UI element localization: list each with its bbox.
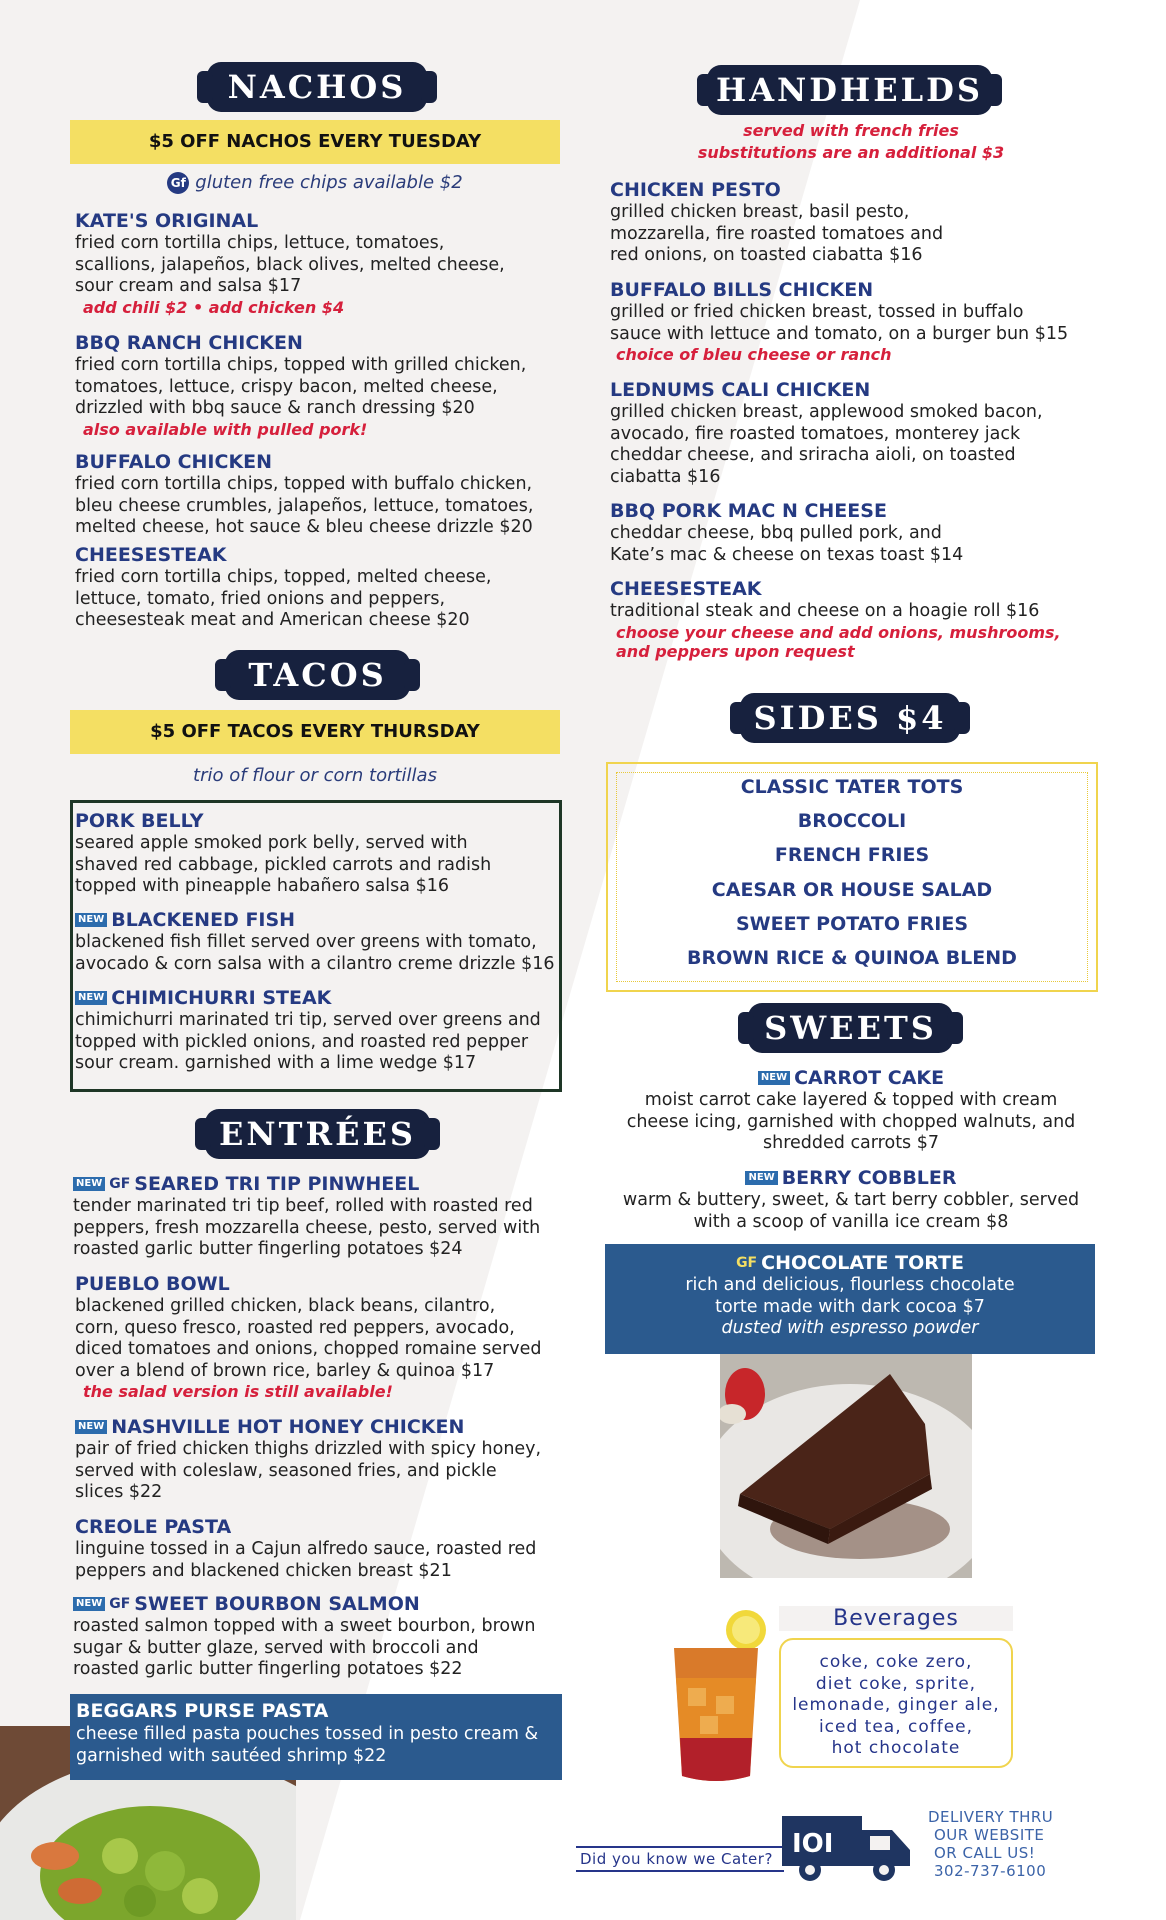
item-name: CREOLE PASTA <box>75 1516 232 1538</box>
sweet-item-berry-cobbler <box>606 1167 1096 1233</box>
gf-badge: GF <box>736 1255 758 1271</box>
item-desc-line: pair of fried chicken thighs drizzled with spicy honey, <box>75 1439 542 1459</box>
item-note: choose your cheese and add onions, mushrooms, <box>616 622 1061 642</box>
item-desc-line: tomatoes, lettuce, crispy bacon, melted cheese, <box>75 376 498 397</box>
entree-item-salmon <box>73 1593 563 1681</box>
handhelds-note: served with french fries <box>743 121 959 140</box>
new-badge: NEW <box>75 1420 107 1434</box>
item-name-text: CHIMICHURRI STEAK <box>111 987 332 1009</box>
new-badge: NEW <box>73 1597 105 1611</box>
entree-item-nashville <box>75 1416 565 1504</box>
beggars-purse-box <box>70 1694 562 1780</box>
item-desc-line: traditional steak and cheese on a hoagie roll $16 <box>610 601 1040 621</box>
item-name: CHICKEN PESTO <box>610 179 781 201</box>
handheld-item-chicken-pesto <box>610 179 1100 267</box>
item-desc-line: drizzled with bbq sauce & ranch dressing $20 <box>75 398 475 418</box>
item-desc-line: fried corn tortilla chips, topped with buffalo chicken, <box>75 474 533 494</box>
item-desc-line: slices $22 <box>75 1482 163 1502</box>
item-note: dusted with espresso powder <box>721 1318 979 1338</box>
item-desc-line: grilled chicken breast, applewood smoked bacon, <box>610 402 1043 422</box>
item-desc-line: roasted salmon topped with a sweet bourbon, brown <box>73 1616 536 1636</box>
sweet-item-carrot-cake <box>606 1067 1096 1155</box>
item-desc-line: avocado, fire roasted tomatoes, monterey jack <box>610 423 1021 444</box>
item-desc-line: avocado & corn salsa with a cilantro creme drizzle $16 <box>75 953 555 974</box>
new-badge: NEW <box>758 1071 790 1085</box>
side-item: FRENCH FRIES <box>774 844 930 866</box>
item-desc-line: mozzarella, fire roasted tomatoes and <box>610 223 944 244</box>
item-name-text: NASHVILLE HOT HONEY CHICKEN <box>111 1416 465 1438</box>
side-item: CLASSIC TATER TOTS <box>740 776 964 798</box>
new-badge: NEW <box>75 913 107 927</box>
sweets-banner: SWEETS <box>748 1003 953 1053</box>
gf-badge: GF <box>109 1596 131 1612</box>
side-item: BROCCOLI <box>797 810 907 832</box>
item-desc-line: torte made with dark cocoa $7 <box>715 1296 985 1317</box>
item-desc-line: cheesesteak meat and American cheese $20 <box>75 610 470 630</box>
delivery-info <box>928 1808 1068 1880</box>
item-desc-line: moist carrot cake layered & topped with cream <box>644 1090 1058 1110</box>
item-name: PORK BELLY <box>75 810 204 832</box>
item-desc-line: diced tomatoes and onions, chopped romaine served <box>75 1339 542 1359</box>
tacos-item-pork-belly <box>75 810 555 898</box>
item-name: BUFFALO BILLS CHICKEN <box>610 279 874 301</box>
item-desc-line: over a blend of brown rice, barley & quinoa $17 <box>75 1360 495 1381</box>
beverage-line: diet coke, sprite, <box>815 1673 977 1694</box>
beverage-line: hot chocolate <box>831 1738 961 1758</box>
item-desc-line: roasted garlic butter fingerling potatoes $22 <box>73 1659 463 1679</box>
item-desc-line: grilled or fried chicken breast, tossed in buffalo <box>610 302 1024 322</box>
new-badge: NEW <box>745 1171 777 1185</box>
gluten-free-icon: Gf <box>167 172 189 194</box>
nachos-promo: $5 OFF NACHOS EVERY TUESDAY <box>70 120 560 164</box>
item-name <box>605 1252 1095 1275</box>
handheld-item-bbq-mac <box>610 500 1100 566</box>
entree-item-creole <box>75 1516 565 1582</box>
nachos-item-kates-original <box>75 210 565 317</box>
nachos-gf-note <box>70 172 560 194</box>
new-badge: NEW <box>73 1177 105 1191</box>
beverage-line: lemonade, ginger ale, <box>792 1695 1000 1715</box>
item-desc-line: shredded carrots $7 <box>763 1133 939 1153</box>
item-name-text: BERRY COBBLER <box>781 1167 957 1189</box>
item-name <box>73 1593 563 1616</box>
beverages-title: Beverages <box>779 1606 1013 1631</box>
item-desc-line: linguine tossed in a Cajun alfredo sauce, roasted red <box>75 1539 537 1559</box>
tacos-banner: TACOS <box>225 650 410 700</box>
item-desc-line: blackened fish fillet served over greens with tomato, <box>75 932 537 952</box>
item-desc-line: shaved red cabbage, pickled carrots and radish <box>75 854 492 875</box>
item-name: KATE'S ORIGINAL <box>75 210 259 232</box>
tacos-promo: $5 OFF TACOS EVERY THURSDAY <box>70 710 560 754</box>
chocolate-torte-box <box>605 1244 1095 1354</box>
handhelds-banner: HANDHELDS <box>707 65 992 115</box>
delivery-line: OUR WEBSITE <box>934 1826 1045 1844</box>
item-desc-line: blackened grilled chicken, black beans, cilantro, <box>75 1296 496 1316</box>
item-note: and peppers upon request <box>616 641 855 661</box>
handheld-item-cheesesteak <box>610 578 1100 661</box>
item-desc-line: red onions, on toasted ciabatta $16 <box>610 245 923 265</box>
tacos-item-chimichurri <box>75 987 555 1075</box>
item-desc-line: with a scoop of vanilla ice cream $8 <box>693 1211 1009 1232</box>
item-desc-line: fried corn tortilla chips, topped with grilled chicken, <box>75 355 527 375</box>
item-desc-line: sugar & butter glaze, served with broccoli and <box>73 1637 479 1658</box>
sides-banner: SIDES $4 <box>740 693 960 743</box>
item-name-text: BLACKENED FISH <box>111 909 296 931</box>
beverage-line: iced tea, coffee, <box>818 1716 974 1737</box>
handheld-item-buffalo-bills <box>610 279 1100 364</box>
new-badge: NEW <box>75 991 107 1005</box>
tacos-note: trio of flour or corn tortillas <box>193 765 437 786</box>
item-desc-line: garnished with sautéed shrimp $22 <box>76 1746 387 1766</box>
item-desc-line: roasted garlic butter fingerling potatoes $24 <box>73 1239 463 1259</box>
nachos-banner: NACHOS <box>207 62 427 112</box>
item-name: PUEBLO BOWL <box>75 1273 230 1295</box>
item-name: BBQ PORK MAC N CHEESE <box>610 500 887 522</box>
item-name: BEGGARS PURSE PASTA <box>76 1700 329 1722</box>
item-desc-line: served with coleslaw, seasoned fries, and pickle <box>75 1460 497 1481</box>
item-name: BUFFALO CHICKEN <box>75 451 273 473</box>
item-desc-line: fried corn tortilla chips, lettuce, tomatoes, <box>75 233 445 253</box>
item-desc-line: tender marinated tri tip beef, rolled with roasted red <box>73 1196 533 1216</box>
item-desc-line: Kate’s mac & cheese on texas toast $14 <box>610 544 964 565</box>
item-name <box>606 1067 1096 1090</box>
item-desc-line: cheddar cheese, bbq pulled pork, and <box>610 523 942 543</box>
item-name <box>73 1173 563 1196</box>
tacos-item-blackened-fish <box>75 909 555 975</box>
beverages-list <box>781 1652 1011 1760</box>
item-name <box>606 1167 1096 1190</box>
item-name-text: SEARED TRI TIP PINWHEEL <box>134 1173 420 1195</box>
delivery-line: 302-737-6100 <box>934 1862 1047 1880</box>
entree-item-pueblo-bowl <box>75 1273 565 1401</box>
item-name <box>75 909 555 932</box>
entree-item-tri-tip <box>73 1173 563 1261</box>
side-item: BROWN RICE & QUINOA BLEND <box>687 947 1017 969</box>
chocolate-torte-photo <box>720 1354 972 1578</box>
item-desc-line: lettuce, tomato, fried onions and peppers, <box>75 588 446 609</box>
beverages-box <box>779 1638 1013 1768</box>
item-desc-line: rich and delicious, flourless chocolate <box>685 1275 1015 1295</box>
item-desc-line: cheddar cheese, and sriracha aioli, on toasted <box>610 445 1016 465</box>
item-note: also available with pulled pork! <box>83 419 368 439</box>
item-desc-line: cheese filled pasta pouches tossed in pesto cream & <box>76 1724 539 1744</box>
delivery-truck-icon <box>780 1812 914 1882</box>
item-desc-line: sour cream and salsa $17 <box>75 276 302 296</box>
nachos-item-bbq-ranch <box>75 332 565 439</box>
item-name-text: SWEET BOURBON SALMON <box>134 1593 420 1615</box>
item-desc-line: topped with pineapple habañero salsa $16 <box>75 876 449 896</box>
item-name: CHEESESTEAK <box>610 578 762 600</box>
entrees-banner: ENTRÉES <box>205 1109 430 1159</box>
gf-badge: GF <box>109 1176 131 1192</box>
nachos-item-cheesesteak <box>75 544 565 632</box>
item-desc-line: warm & buttery, sweet, & tart berry cobbler, served <box>622 1190 1080 1210</box>
item-name: CHEESESTEAK <box>75 544 227 566</box>
item-name-text: CHOCOLATE TORTE <box>761 1252 964 1274</box>
side-item: CAESAR OR HOUSE SALAD <box>711 879 993 901</box>
item-desc-line: scallions, jalapeños, black olives, melted cheese, <box>75 254 505 275</box>
item-desc-line: peppers, fresh mozzarella cheese, pesto, served with <box>73 1217 541 1238</box>
cater-question: Did you know we Cater? <box>576 1846 784 1872</box>
beverage-line: coke, coke zero, <box>819 1652 973 1672</box>
item-desc-line: peppers and blackened chicken breast $21 <box>75 1560 452 1581</box>
item-name: BBQ RANCH CHICKEN <box>75 332 303 354</box>
gf-note-text: gluten free chips available $2 <box>195 172 463 193</box>
delivery-line: OR CALL US! <box>934 1844 1036 1862</box>
item-desc-line: chimichurri marinated tri tip, served over greens and <box>75 1010 541 1030</box>
item-desc-line: fried corn tortilla chips, topped, melted cheese, <box>75 567 492 587</box>
item-name <box>75 1416 565 1439</box>
item-desc-line: sauce with lettuce and tomato, on a burger bun $15 <box>610 323 1069 344</box>
iced-tea-glass-icon <box>666 1608 774 1786</box>
item-desc-line: grilled chicken breast, basil pesto, <box>610 202 910 222</box>
item-desc-line: cheese icing, garnished with chopped walnuts, and <box>626 1111 1076 1132</box>
item-note: the salad version is still available! <box>83 1382 393 1401</box>
item-desc-line: seared apple smoked pork belly, served with <box>75 833 468 853</box>
item-desc-line: ciabatta $16 <box>610 466 721 487</box>
item-note: add chili $2 • add chicken $4 <box>83 297 345 317</box>
sides-box <box>606 762 1098 992</box>
handheld-item-cali-chicken <box>610 379 1100 488</box>
item-desc-line: melted cheese, hot sauce & bleu cheese drizzle $20 <box>75 517 533 537</box>
item-name <box>75 987 555 1010</box>
item-desc-line: sour cream. garnished with a lime wedge $17 <box>75 1053 477 1073</box>
nachos-item-buffalo <box>75 451 565 539</box>
truck-text: IOI <box>792 1829 834 1859</box>
item-name-text: CARROT CAKE <box>794 1067 945 1089</box>
item-desc-line: bleu cheese crumbles, jalapeños, lettuce, tomatoes, <box>75 495 534 516</box>
delivery-line: DELIVERY THRU <box>928 1808 1054 1826</box>
handhelds-note: substitutions are an additional $3 <box>697 143 1005 162</box>
item-name: LEDNUMS CALI CHICKEN <box>610 379 871 401</box>
side-item: SWEET POTATO FRIES <box>735 913 969 935</box>
torte-image <box>720 1354 972 1578</box>
item-desc-line: corn, queso fresco, roasted red peppers, avocado, <box>75 1317 515 1338</box>
item-note: choice of bleu cheese or ranch <box>616 345 892 364</box>
item-desc-line: topped with pickled onions, and roasted red pepper <box>75 1031 529 1052</box>
